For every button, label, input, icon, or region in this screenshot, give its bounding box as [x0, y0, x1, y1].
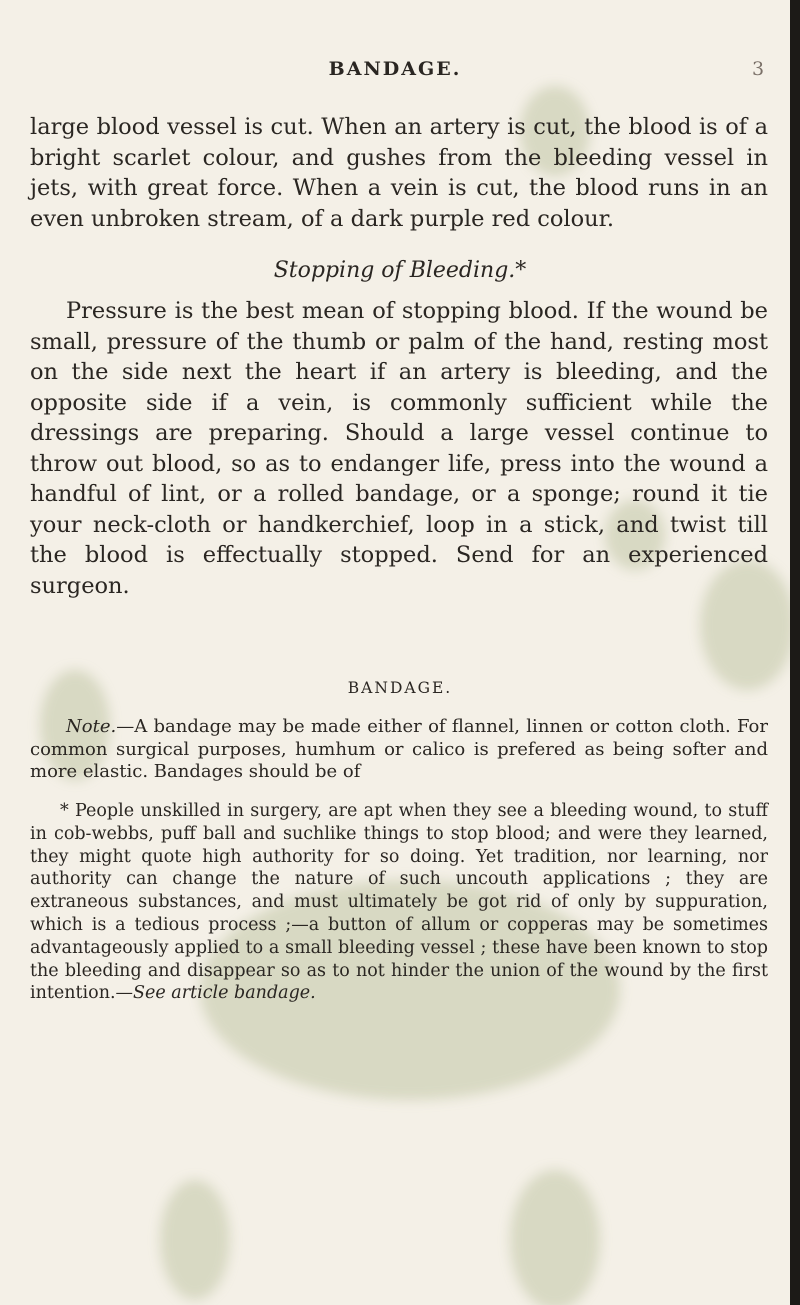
note-label: Note.	[66, 716, 117, 737]
page-number: 3	[752, 58, 765, 80]
footnote-reference: See article bandage.	[133, 983, 316, 1004]
page-edge	[790, 0, 800, 1305]
section-heading-stopping-bleeding: Stopping of Bleeding.*	[273, 258, 527, 283]
footnote	[30, 800, 768, 1005]
note-paragraph	[30, 716, 768, 784]
footnote-text: * People unskilled in surgery, are apt when they see a bleeding wound, to stuff in cob-webbs, puff ball and suchlike things to stop blood; and were they learned, they might quote high authority for so doing. Yet tradition, nor learning, nor authority can change the nature of such uncouth applications ; they are extraneous substances, and must ultimately be got rid of only by suppuration, which is a tedious process ;—a button of allum or copperas may be sometimes advantageously applied to a small bleeding vessel ; these have been known to stop the bleeding and disappear so as to not hinder the union of the wound by the first intention.—	[30, 801, 768, 1004]
note-text: —A bandage may be made either of flannel, linnen or cotton cloth. For common surgical purposes, humhum or calico is prefered as being softer and more elastic. Bandages should be of	[30, 716, 768, 782]
paragraph-text: large blood vessel is cut. When an artery is cut, the blood is of a bright scarlet colour, and gushes from the bleeding vessel in jets, with great force. When a vein is cut, the blood runs in an even unbroken stream, of a dark purple red colour.	[30, 114, 768, 232]
page-stain	[510, 1170, 600, 1305]
page-stain	[160, 1180, 230, 1300]
paragraph-pressure: Pressure is the best mean of stopping blood. If the wound be small, pressure of the thumb or palm of the hand, resting most on the side next the heart if an artery is bleeding, and the opposite side if a vein, is commonly sufficient while the dressings are preparing. Should a large vessel continue to throw out blood, so as to endanger life, press into the wound a handful of lint, or a rolled bandage, or a sponge; round it tie your neck-cloth or handkerchief, loop in a stick, and twist till the blood is effectually stopped. Send for an experienced surgeon.	[30, 298, 768, 599]
section-heading-bandage: BANDAGE.	[347, 679, 453, 697]
paragraph-blood-vessels	[30, 112, 768, 234]
running-title: BANDAGE.	[328, 58, 462, 80]
